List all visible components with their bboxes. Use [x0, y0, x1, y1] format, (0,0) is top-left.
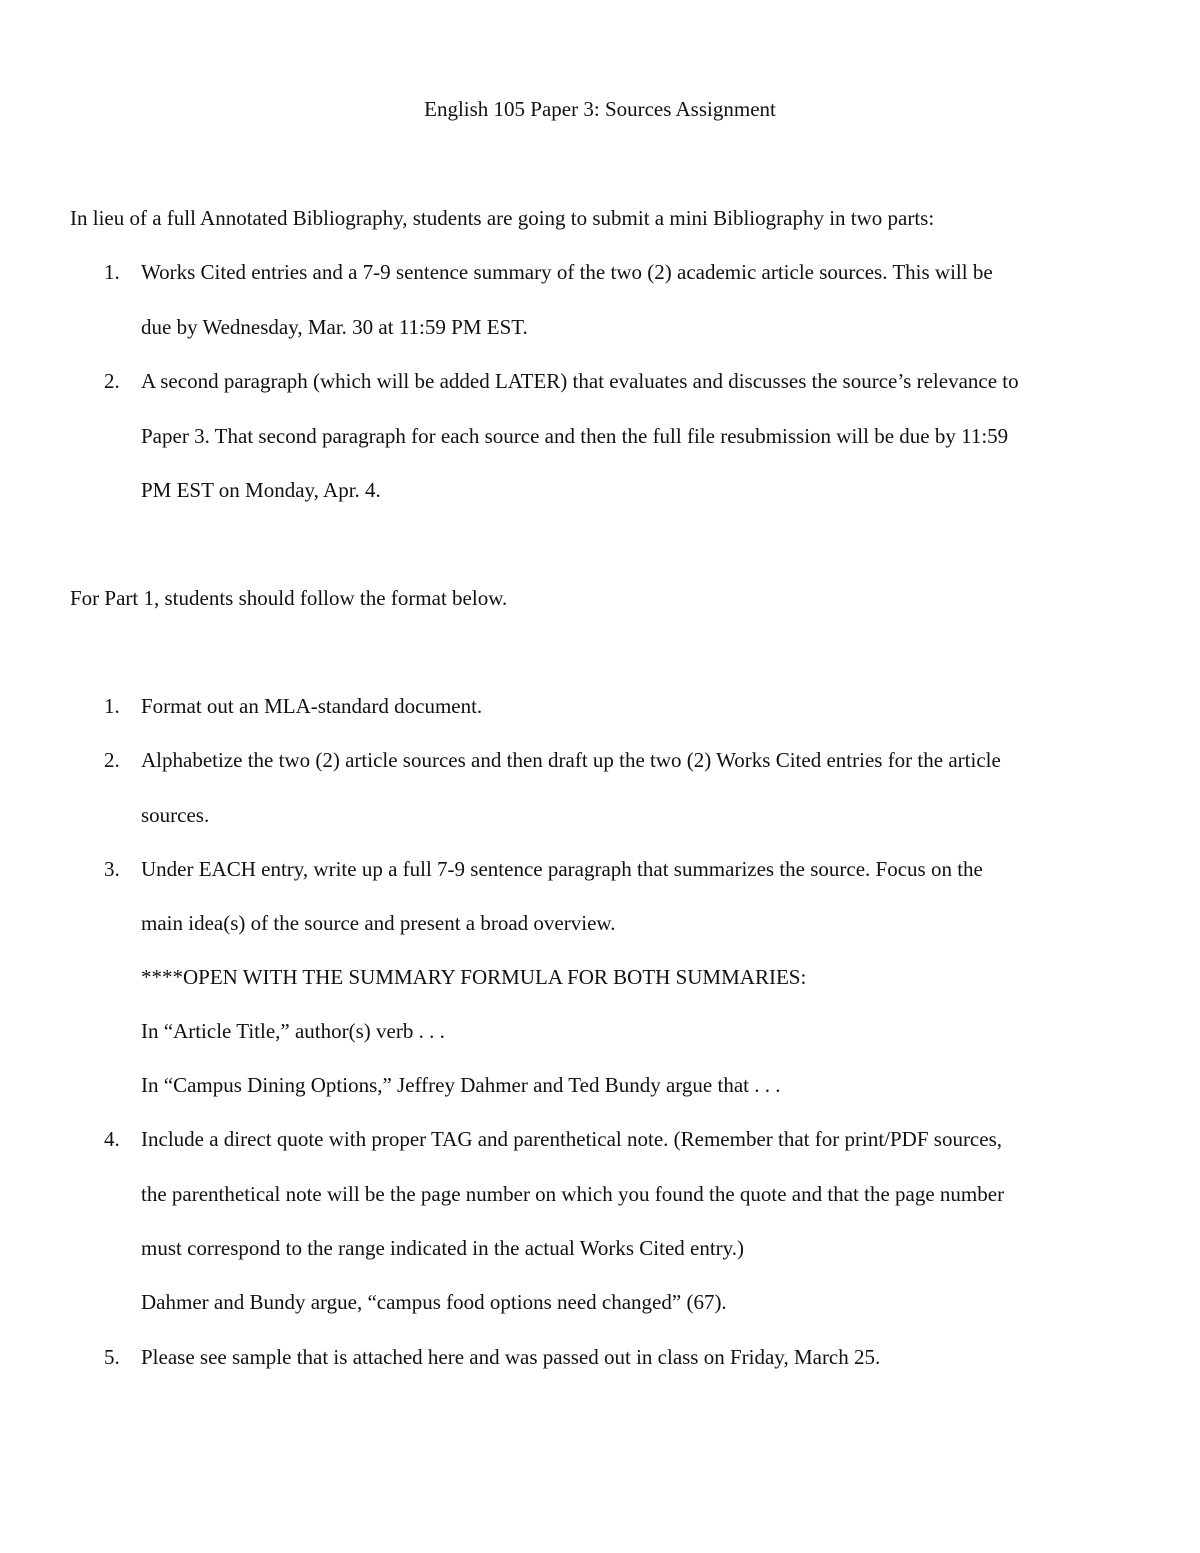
list-line: Alphabetize the two (2) article sources and then draft up the two (2) Works Cited entries for the article	[141, 748, 1001, 772]
list-line: Works Cited entries and a 7-9 sentence summary of the two (2) academic article sources. This will be	[141, 260, 993, 284]
document-title: English 105 Paper 3: Sources Assignment	[424, 97, 776, 121]
list-line: sources.	[141, 803, 210, 827]
list-number: 2.	[104, 369, 120, 393]
list-line: Format out an MLA-standard document.	[141, 694, 483, 718]
list-number: 4.	[104, 1127, 120, 1151]
list-line: In “Article Title,” author(s) verb . . .	[141, 1019, 445, 1043]
list-line: due by Wednesday, Mar. 30 at 11:59 PM EST.	[141, 315, 528, 339]
list-line: main idea(s) of the source and present a broad overview.	[141, 911, 616, 935]
list-line: Paper 3. That second paragraph for each source and then the full file resubmission will be due by 11:59	[141, 424, 1009, 448]
list-number: 1.	[104, 260, 120, 284]
list-line: Dahmer and Bundy argue, “campus food options need changed” (67).	[141, 1290, 727, 1314]
list-line: Please see sample that is attached here and was passed out in class on Friday, March 25.	[141, 1345, 881, 1369]
list-line: the parenthetical note will be the page number on which you found the quote and that the page number	[141, 1182, 1005, 1206]
list-line: In “Campus Dining Options,” Jeffrey Dahmer and Ted Bundy argue that . . .	[141, 1073, 781, 1097]
list-line: must correspond to the range indicated in the actual Works Cited entry.)	[141, 1236, 745, 1260]
list-line: A second paragraph (which will be added LATER) that evaluates and discusses the source’s relevance to	[141, 369, 1019, 393]
list-line: ****OPEN WITH THE SUMMARY FORMULA FOR BOTH SUMMARIES:	[141, 965, 807, 989]
format-intro-paragraph: For Part 1, students should follow the format below.	[70, 586, 508, 610]
list-number: 2.	[104, 748, 120, 772]
list-number: 1.	[104, 694, 120, 718]
list-line: PM EST on Monday, Apr. 4.	[141, 478, 381, 502]
list-line: Include a direct quote with proper TAG and parenthetical note. (Remember that for print/PDF sources,	[141, 1127, 1002, 1151]
list-number: 5.	[104, 1345, 120, 1369]
intro-paragraph: In lieu of a full Annotated Bibliography, students are going to submit a mini Bibliography in two parts:	[70, 206, 935, 230]
list-line: Under EACH entry, write up a full 7-9 sentence paragraph that summarizes the source. Focus on the	[141, 857, 983, 881]
list-number: 3.	[104, 857, 120, 881]
